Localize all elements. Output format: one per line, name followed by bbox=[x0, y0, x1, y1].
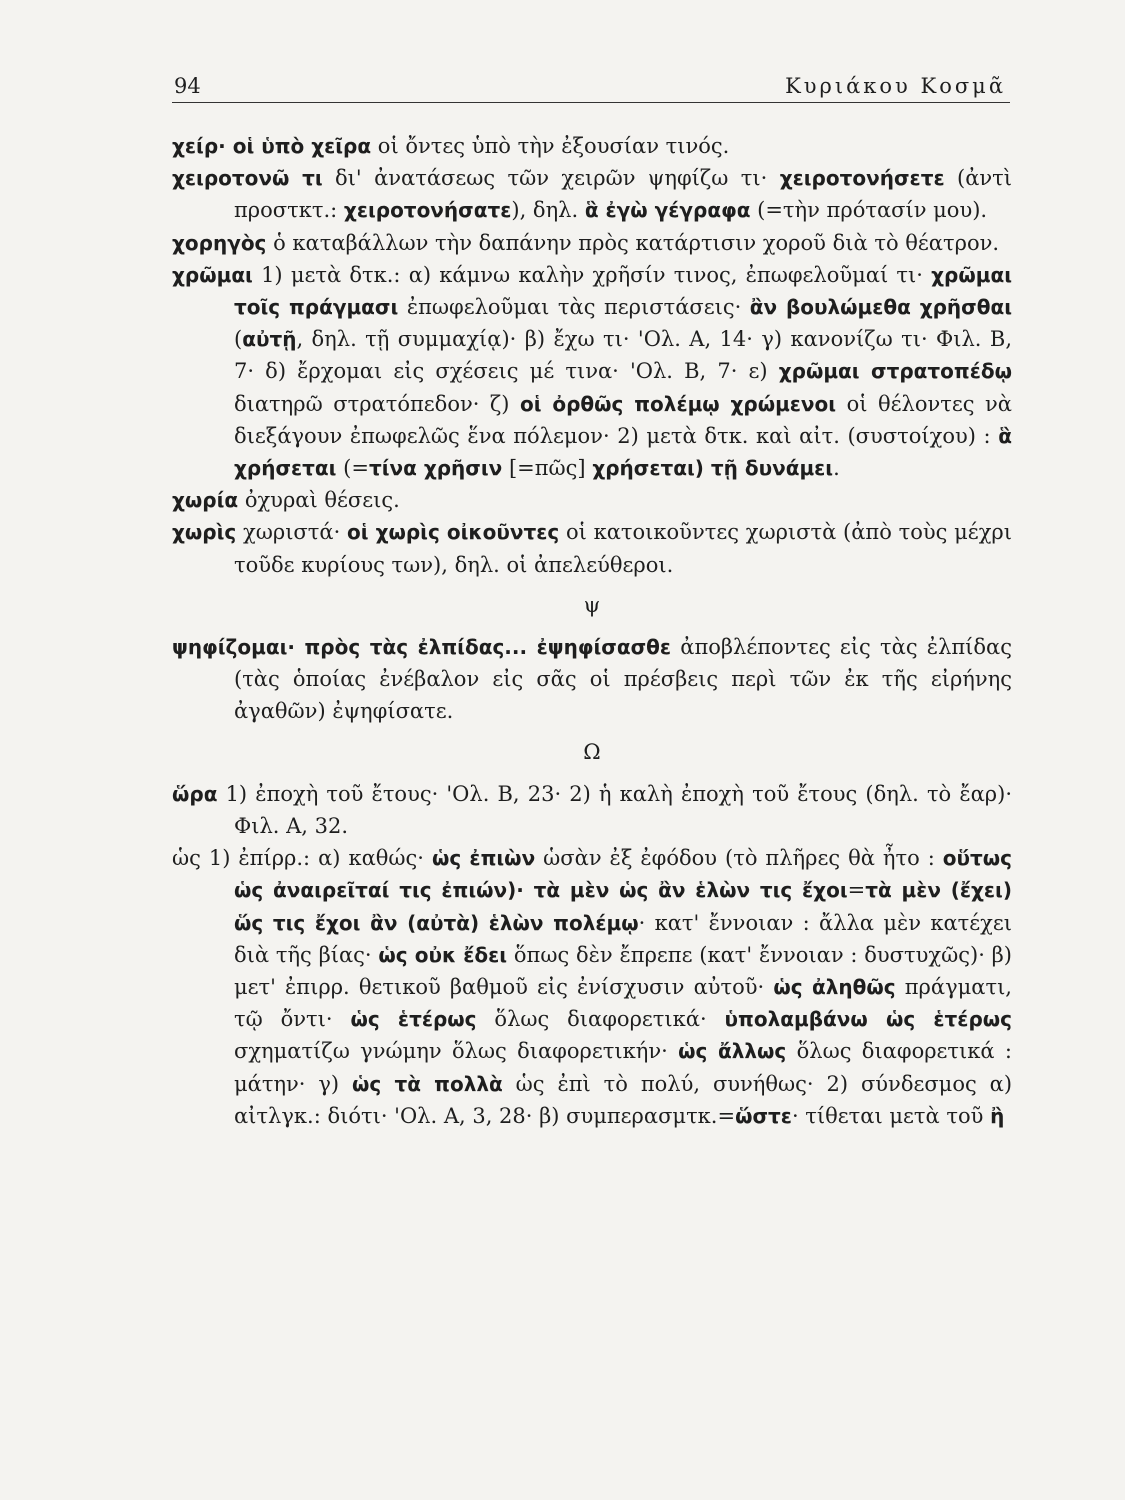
dictionary-entry bbox=[172, 162, 1012, 226]
entry-lemma: οἱ ὀρθῶς πολέμῳ χρώμενοι bbox=[520, 391, 837, 416]
entry-lemma: ὡς ἐπιὼν bbox=[431, 846, 536, 871]
entry-lemma: αὐτῇ bbox=[242, 327, 297, 352]
entry-text: ὅπως δὲν ἔπρεπε (κατ' ἔννοιαν : δυστυχῶς)· β) μετ' ἐπιρρ. θετικοῦ βαθμοῦ εἰς ἐνίσχυσιν αὐτοῦ· bbox=[234, 942, 1013, 1000]
dictionary-entry bbox=[172, 516, 1012, 580]
entry-text: . bbox=[833, 456, 840, 481]
section-psi bbox=[172, 631, 1012, 728]
running-title: Κυριάκου Κοσμᾶ bbox=[785, 74, 1006, 98]
entry-lemma: χειροτονήσετε bbox=[779, 166, 945, 191]
entry-text: ( bbox=[234, 327, 243, 352]
entry-text: σχηματίζω γνώμην ὅλως διαφορετικήν· bbox=[234, 1039, 679, 1064]
entry-text: οἱ ὄντες ὑπὸ τὴν ἐξουσίαν τινός. bbox=[371, 134, 730, 158]
entry-text: δι' ἀνατάσεως τῶν χειρῶν ψηφίζω τι· bbox=[322, 166, 780, 191]
entry-lemma: ὥρα bbox=[172, 781, 218, 806]
entry-text: οἱ κατοικοῦντες χωριστὰ (ἀπὸ τοὺς μέχρι τοῦδε κυρίους των), δηλ. οἱ ἀπελεύθεροι. bbox=[234, 520, 1012, 577]
entry-text: ὁ καταβάλλων τὴν δαπάνην πρὸς κατάρτισιν χοροῦ διὰ τὸ θέατρον. bbox=[266, 230, 1000, 255]
entry-text: ὡς ἐπὶ τὸ πολύ, συνήθως· 2) σύνδεσμος α) αἰτλγκ.: διότι· 'Ολ. Α, 3, 28· β) συμπερασμτκ.= bbox=[234, 1071, 1013, 1128]
entry-text: πράγματι, τῷ ὄντι· bbox=[234, 975, 1012, 1032]
entry-text: ὅλως διαφορετικά· bbox=[476, 1007, 725, 1032]
entry-lemma: ὥστε bbox=[735, 1103, 792, 1128]
entry-lemma: τὰ μὲν (ἔχει) ὥς τις ἔχοι ἂν (αὐτὰ) ἑλὼν πολέμῳ bbox=[234, 878, 1012, 935]
entry-lemma: χειροτονήσατε bbox=[343, 198, 512, 223]
entry-text: ), δηλ. bbox=[511, 198, 585, 223]
entry-lemma: ὡς οὐκ ἔδει bbox=[378, 942, 508, 967]
entry-text: ἀποβλέποντες εἰς τὰς ἐλπίδας (τὰς ὁποίας ἐνέβαλον εἰς σᾶς οἱ πρέσβεις περὶ τῶν ἐκ τῆς εἰρήνης ἀγαθῶν) ἐψηφίσατε. bbox=[234, 635, 1012, 724]
entry-text: ὀχυραὶ θέσεις. bbox=[238, 488, 400, 513]
entry-lemma: οὕτως ὡς ἀναιρεῖταί τις ἐπιών)· τὰ μὲν ὡς ἂν ἑλὼν τις ἔχοι bbox=[234, 846, 1012, 903]
entry-lemma: ἂν βουλώμεθα χρῆσθαι bbox=[749, 295, 1012, 320]
entry-text: 1) μετὰ δτκ.: α) κάμνω καλὴν χρῆσίν τινος, ἐπωφελοῦμαί τι· bbox=[252, 262, 932, 287]
entry-lemma: ὡς ἄλλως bbox=[678, 1039, 787, 1064]
entry-text: ὡσὰν ἐξ ἐφόδου (τὸ πλῆρες θὰ ἦτο : bbox=[535, 846, 943, 871]
entry-text: χωριστά· bbox=[236, 520, 347, 545]
entry-text: ἐπωφελοῦμαι τὰς περιστάσεις· bbox=[398, 295, 750, 320]
dictionary-entry bbox=[172, 631, 1012, 728]
entry-lemma: ἢ bbox=[990, 1103, 1005, 1128]
entry-lemma: χωρία bbox=[172, 488, 239, 513]
page-number: 94 bbox=[174, 74, 201, 98]
entry-lemma: χείρ· οἱ ὑπὸ χεῖρα bbox=[172, 134, 372, 158]
entry-text: (= bbox=[336, 456, 369, 481]
section-chi bbox=[172, 130, 1012, 581]
dictionary-entry bbox=[172, 484, 1012, 516]
entry-text: οἱ θέλοντες νὰ διεξάγουν ἐπωφελῶς ἕνα πόλεμον· 2) μετὰ δτκ. καὶ αἰτ. (συστοίχου) : bbox=[234, 391, 1012, 448]
dictionary-entry bbox=[172, 130, 1012, 162]
entry-text: διατηρῶ στρατόπεδον· ζ) bbox=[234, 391, 521, 416]
entry-lemma: ἃ χρήσεται bbox=[234, 423, 1012, 481]
entry-text: , δηλ. τῇ συμμαχίᾳ)· β) ἔχω τι· 'Ολ. Α, 14· γ) κανονίζω τι· Φιλ. Β, 7· δ) ἔρχομαι εἰς σχέσεις μέ τινα· 'Ολ. Β, 7· ε) bbox=[234, 327, 1012, 384]
dictionary-entry bbox=[172, 778, 1012, 842]
entry-lemma: χορηγὸς bbox=[172, 230, 267, 255]
entry-lemma: χωρὶς bbox=[172, 520, 237, 545]
entry-lemma: χρῶμαι στρατοπέδῳ bbox=[778, 359, 1012, 384]
entry-text: 1) ἐποχὴ τοῦ ἔτους· 'Ολ. Β, 23· 2) ἡ καλὴ ἐποχὴ τοῦ ἔτους (δηλ. τὸ ἔαρ)· Φιλ. Α, 32. bbox=[217, 781, 1012, 839]
page-header bbox=[172, 72, 1010, 103]
entry-lemma: οἱ χωρὶς οἰκοῦντες bbox=[347, 520, 560, 545]
entry-lemma: ἃ ἐγὼ γέγραφα bbox=[584, 198, 751, 223]
entry-lemma: χειροτονῶ τι bbox=[172, 166, 323, 191]
entry-lemma: τίνα χρῆσιν bbox=[368, 456, 503, 481]
entry-lemma: χρήσεται) τῇ δυνάμει bbox=[592, 456, 834, 481]
entry-lemma: ὑπολαμβάνω ὡς ἑτέρως bbox=[724, 1007, 1012, 1032]
entry-text: · τίθεται μετὰ τοῦ bbox=[791, 1103, 991, 1128]
dictionary-entry bbox=[172, 227, 1012, 259]
entry-lemma: χρῶμαι bbox=[172, 262, 253, 287]
dictionary-body bbox=[172, 130, 1012, 1132]
entry-lemma: ψηφίζομαι· πρὸς τὰς ἐλπίδας... ἐψηφίσασθε bbox=[172, 635, 672, 660]
entry-text: = bbox=[847, 878, 866, 903]
letter-heading-psi: ψ bbox=[583, 592, 601, 617]
dictionary-entry bbox=[172, 259, 1012, 484]
entry-lemma: ὡς ἑτέρως bbox=[350, 1007, 477, 1032]
entry-lemma: ὡς τὰ πολλὰ bbox=[352, 1071, 503, 1096]
entry-text: ὅλως διαφορετικά : μάτην· γ) bbox=[234, 1039, 1013, 1096]
entry-text: ὡς 1) ἐπίρρ.: α) καθώς· bbox=[172, 846, 432, 871]
entry-text: (=τὴν πρότασίν μου). bbox=[750, 198, 988, 223]
section-omega bbox=[172, 778, 1012, 1132]
entry-lemma: χρῶμαι τοῖς πράγμασι bbox=[234, 262, 1012, 320]
letter-heading-omega: Ω bbox=[583, 739, 601, 764]
entry-lemma: ὡς ἀληθῶς bbox=[773, 975, 896, 1000]
dictionary-entry bbox=[172, 842, 1012, 1132]
entry-text: · κατ' ἔννοιαν : ἄλλα μὲν κατέχει διὰ τῆς βίας· bbox=[234, 910, 1012, 967]
entry-text: (ἀντὶ προστκτ.: bbox=[234, 166, 1012, 223]
entry-text: [=πῶς] bbox=[502, 456, 593, 481]
